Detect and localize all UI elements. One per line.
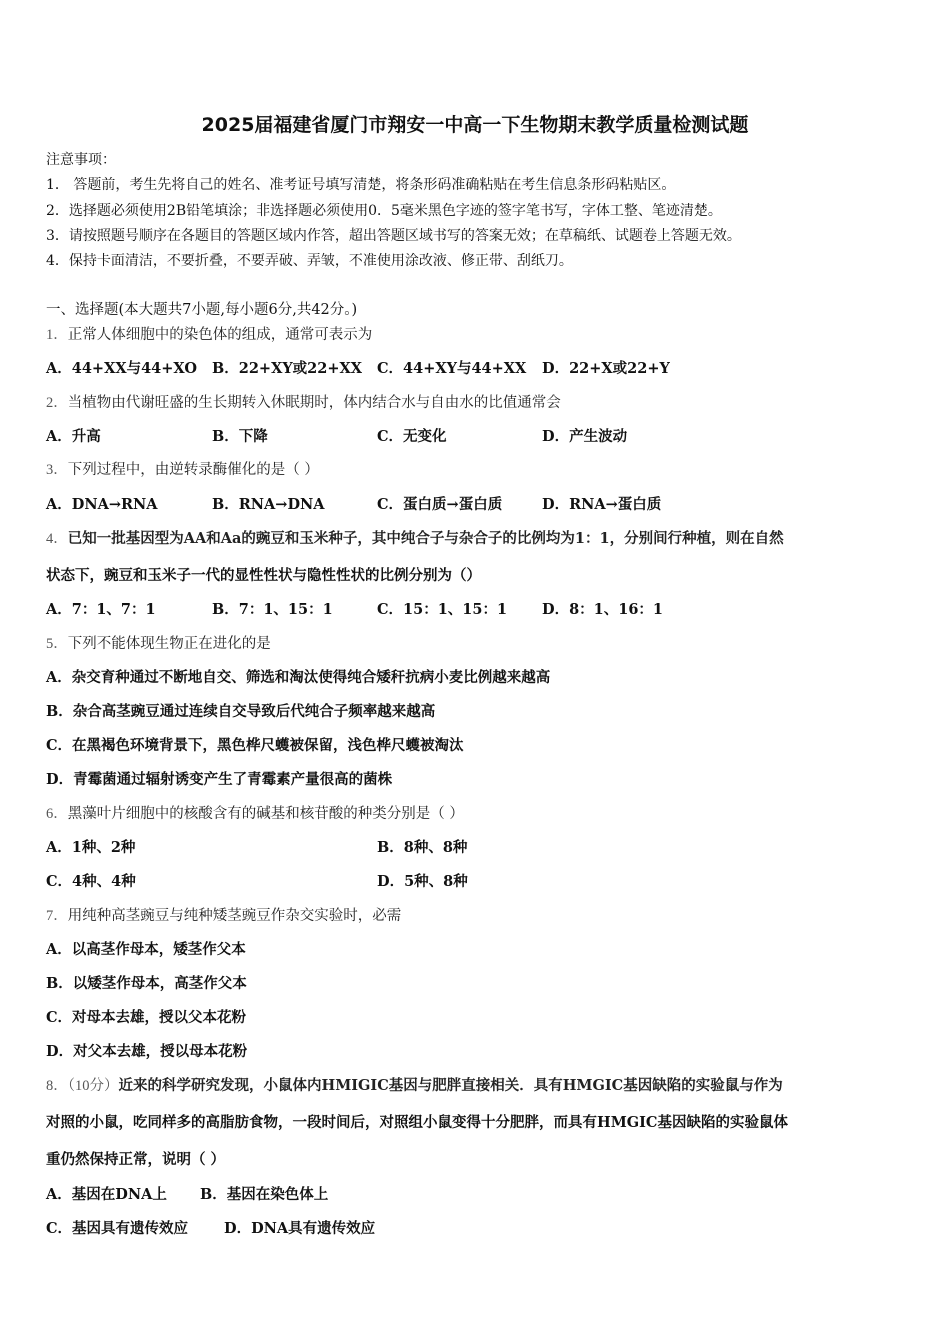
q6-option-c: C．4种、4种 [46,873,136,890]
question-stem-line-1: 近来的科学研究发现，小鼠体内HMIGIC基因与肥胖直接相关．具有HMGIC基因缺陷的实验鼠与作为 [118,1077,783,1094]
q4-option-c: C．15：1、15：1 [377,601,508,618]
q8-option-a: A．基因在DNA上 [46,1186,167,1203]
q6-option-b: B．8种、8种 [377,839,468,856]
q4-option-b: B．7：1、15：1 [212,601,333,618]
q1-option-a: A．44+XX与44+XO [46,360,198,377]
question-number: 8． [46,1078,68,1094]
question-4 [46,529,784,549]
q6-option-a: A．1种、2种 [46,839,136,856]
question-stem: 黑藻叶片细胞中的核酸含有的碱基和核苷酸的种类分别是（ ） [67,806,464,822]
notice-item-2: 2．选择题必须使用2B铅笔填涂；非选择题必须使用0．5毫米黑色字迹的签字笔书写，字体工整、笔迹清楚。 [46,203,722,219]
q1-option-d: D．22+X或22+Y [542,360,670,377]
q7-option-a: A．以高茎作母本，矮茎作父本 [46,941,246,958]
notice-item-4: 4．保持卡面清洁，不要折叠，不要弄破、弄皱，不准使用涂改液、修正带、刮纸刀。 [46,253,573,269]
q2-option-c: C．无变化 [377,428,447,445]
q5-option-d: D．青霉菌通过辐射诱变产生了青霉素产量很高的菌株 [46,771,393,788]
q1-option-b: B．22+XY或22+XX [212,360,363,377]
q8-option-c: C．基因具有遗传效应 [46,1220,189,1237]
question-8-stem-line-3: 重仍然保持正常，说明（ ） [46,1151,226,1168]
page-title: 2025届福建省厦门市翔安一中高一下生物期末教学质量检测试题 [201,114,749,136]
question-number: 3． [46,462,68,478]
question-stem-line-1: 已知一批基因型为AA和Aa的豌豆和玉米种子，其中纯合子与杂合子的比例均为1：1，分别间行种植，则在自然 [67,530,784,547]
question-4-stem-line-2: 状态下，豌豆和玉米子一代的显性性状与隐性性状的比例分别为（） [46,567,481,584]
section-heading: 一、选择题(本大题共7小题,每小题6分,共42分。) [46,302,358,318]
q3-option-b: B．RNA→DNA [212,496,325,513]
question-stem: 正常人体细胞中的染色体的组成，通常可表示为 [67,327,373,343]
q7-option-c: C．对母本去雄，授以父本花粉 [46,1009,247,1026]
notice-item-1: 1． 答题前，考生先将自己的姓名、准考证号填写清楚，将条形码准确粘贴在考生信息条形码粘贴区。 [46,177,676,193]
q3-option-c: C．蛋白质→蛋白质 [377,496,503,513]
q2-option-d: D．产生波动 [542,428,628,445]
question-6 [46,804,464,824]
q7-option-d: D．对父本去雄，授以母本花粉 [46,1043,248,1060]
q3-option-a: A．DNA→RNA [46,496,158,513]
question-8 [46,1076,783,1096]
question-3 [46,460,319,480]
q6-option-d: D．5种、8种 [377,873,468,890]
question-stem: 用纯种高茎豌豆与纯种矮茎豌豆作杂交实验时，必需 [67,908,402,924]
question-stem: 下列不能体现生物正在进化的是 [67,636,271,652]
q4-option-d: D．8：1、16：1 [542,601,664,618]
notice-item-3: 3．请按照题号顺序在各题目的答题区域内作答，超出答题区域书写的答案无效；在草稿纸、试题卷上答题无效。 [46,228,741,244]
q5-option-b: B．杂合高茎豌豆通过连续自交导致后代纯合子频率越来越高 [46,703,436,720]
q2-option-a: A．升高 [46,428,101,445]
question-number: 5． [46,636,68,652]
q8-option-b: B．基因在染色体上 [200,1186,329,1203]
q4-option-a: A．7：1、7：1 [46,601,156,618]
q8-option-d: D．DNA具有遗传效应 [224,1220,376,1237]
q3-option-d: D．RNA→蛋白质 [542,496,662,513]
q7-option-b: B．以矮茎作母本，高茎作父本 [46,975,247,992]
question-number: 7． [46,908,68,924]
question-stem: 下列过程中，由逆转录酶催化的是（ ） [67,462,319,478]
q1-option-c: C．44+XY与44+XX [377,360,527,377]
question-score: （10分） [67,1078,119,1094]
q2-option-b: B．下降 [212,428,268,445]
question-stem: 当植物由代谢旺盛的生长期转入休眠期时，体内结合水与自由水的比值通常会 [67,395,561,411]
question-7 [46,906,401,926]
question-2 [46,393,561,413]
question-number: 6． [46,806,68,822]
notice-heading: 注意事项： [46,152,116,168]
question-8-stem-line-2: 对照的小鼠，吃同样多的高脂肪食物，一段时间后，对照组小鼠变得十分肥胖，而具有HMGIC基因缺陷的实验鼠体 [46,1114,788,1131]
q5-option-c: C．在黑褐色环境背景下，黑色桦尺蠖被保留，浅色桦尺蠖被淘汰 [46,737,464,754]
question-number: 2． [46,395,68,411]
question-1 [46,325,372,345]
question-number: 4． [46,531,68,547]
question-5 [46,634,271,654]
q5-option-a: A．杂交育种通过不断地自交、筛选和淘汰使得纯合矮秆抗病小麦比例越来越高 [46,669,551,686]
question-number: 1． [46,327,68,343]
